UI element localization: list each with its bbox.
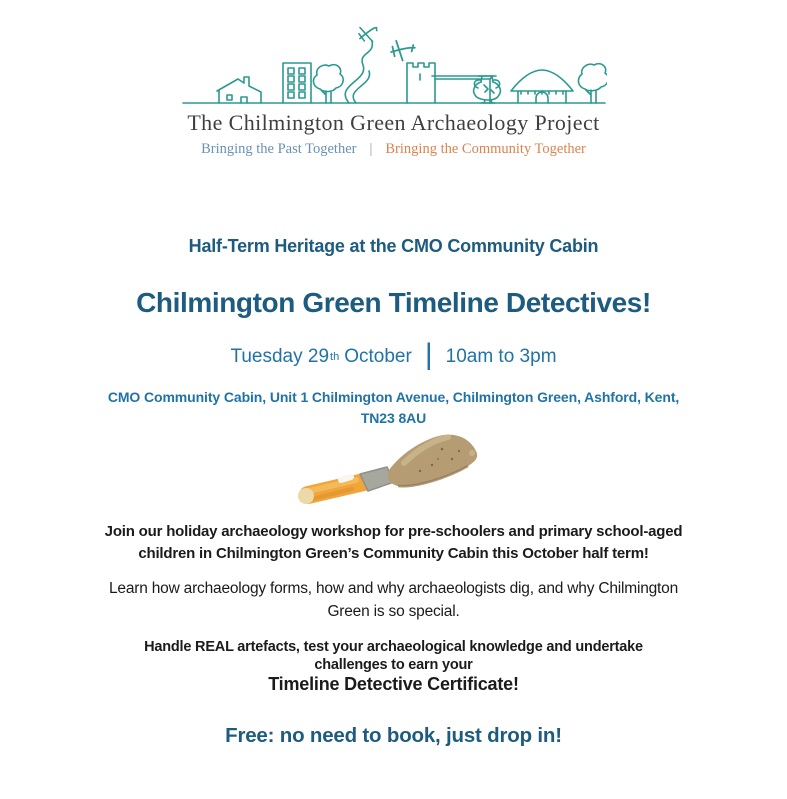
skyline-illustration xyxy=(181,27,607,107)
logo-title: The Chilmington Green Archaeology Project xyxy=(187,110,600,135)
event-address xyxy=(0,387,787,429)
tree-icon xyxy=(578,64,607,103)
address-line-1: CMO Community Cabin, Unit 1 Chilmington Avenue, Chilmington Green, Ashford, Kent, xyxy=(107,389,680,405)
tagline-separator: | xyxy=(369,141,373,157)
house-icon xyxy=(217,77,261,103)
apartment-building-icon xyxy=(283,63,311,103)
trowel-blade xyxy=(387,435,477,487)
trowel-handle xyxy=(298,477,364,504)
activities-line-1: Handle REAL artefacts, test your archaeological knowledge and undertake xyxy=(144,639,643,655)
event-subtitle: Half-Term Heritage at the CMO Community Cabin xyxy=(188,236,599,256)
date-month: October xyxy=(344,346,412,367)
tagline-past-label: Bringing the Past Together xyxy=(201,141,357,157)
roundhouse-hut-icon xyxy=(511,70,573,103)
plane-icon xyxy=(389,40,415,62)
event-time: 10am to 3pm xyxy=(445,346,557,367)
castle-tower-icon xyxy=(407,63,435,103)
intro-line-2: children in Chilmington Green’s Community Cabin this October half term! xyxy=(138,545,649,562)
intro-line-1: Join our holiday archaeology workshop for pre-schoolers and primary school-aged xyxy=(104,523,683,540)
amphora-icon xyxy=(473,76,500,103)
free-entry-heading: Free: no need to book, just drop in! xyxy=(225,724,562,747)
date-time-separator: | xyxy=(424,338,433,371)
tagline-community-label: Bringing the Community Together xyxy=(385,141,586,157)
date-text: Tuesday 29 xyxy=(230,346,330,367)
details-line-1: Learn how archaeology forms, how and why archaeologists dig, and why Chilmington xyxy=(108,580,679,597)
address-line-2: TN23 8AU xyxy=(360,410,427,426)
smoke-trail xyxy=(345,41,372,103)
activities-paragraph xyxy=(0,638,787,674)
certificate-heading: Timeline Detective Certificate! xyxy=(268,674,519,694)
logo-tagline xyxy=(0,141,787,158)
details-paragraph xyxy=(0,577,787,623)
intro-paragraph xyxy=(0,521,787,565)
plane-icon xyxy=(357,27,379,44)
barn-icon xyxy=(432,76,493,103)
event-dateline: Tuesday 29 th October | 10am to 3pm xyxy=(230,338,557,371)
handle-label xyxy=(341,477,351,480)
tree-icon xyxy=(313,65,343,103)
details-line-2: Green is so special. xyxy=(327,603,460,620)
event-title: Chilmington Green Timeline Detectives! xyxy=(136,287,651,318)
activities-line-2: challenges to earn your xyxy=(314,657,473,673)
trowel-photo xyxy=(292,429,492,517)
